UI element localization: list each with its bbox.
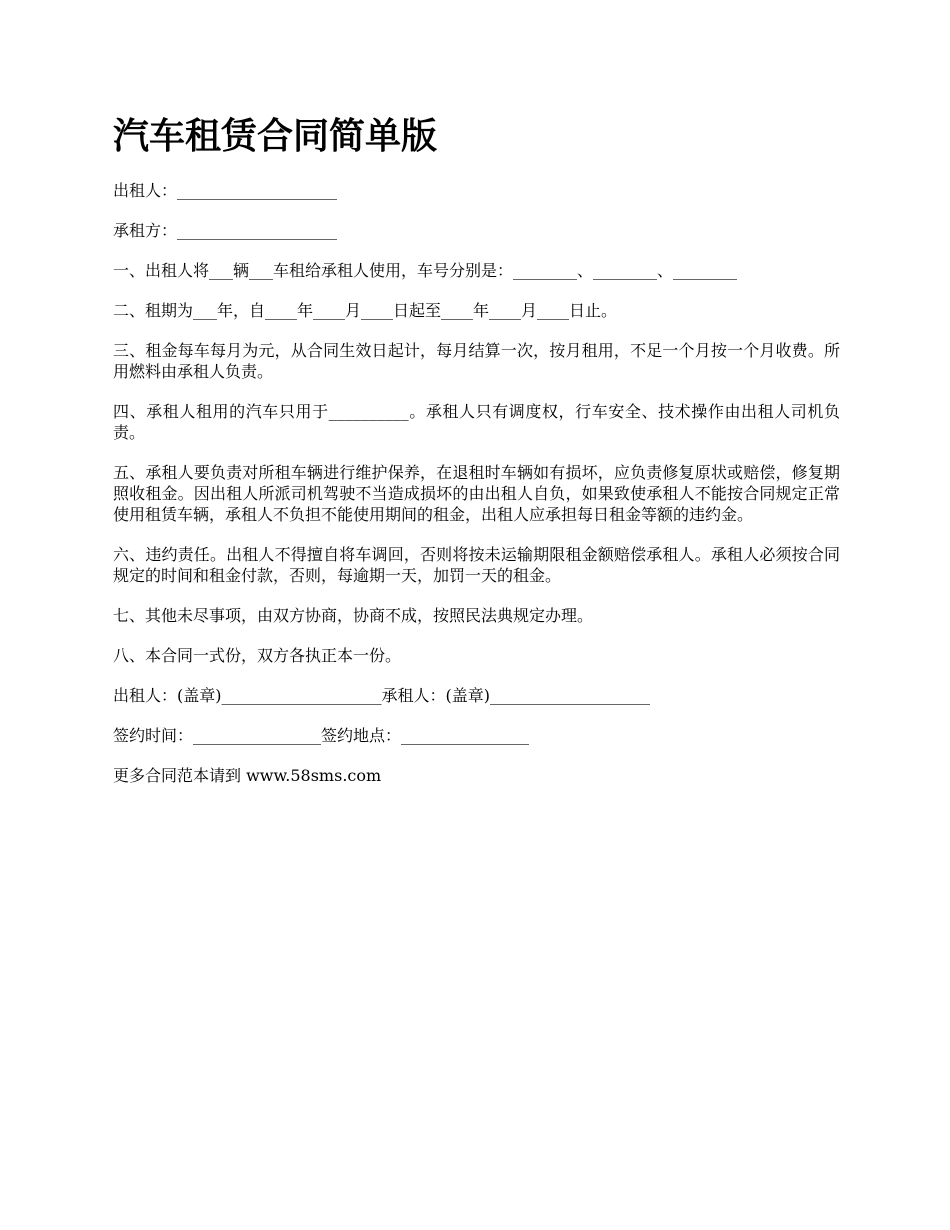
document-page (113, 112, 840, 805)
signature-line: 出租人：(盖章)____________________承租人：(盖章)____________________ (113, 686, 650, 705)
document-title: 汽车租赁合同简单版 (113, 115, 438, 157)
clause-8: 八、本合同一式份，双方各执正本一份。 (113, 646, 402, 665)
clause-2: 二、租期为___年，自____年____月____日起至____年____月____日止。 (113, 301, 618, 320)
clause-6: 六、违约责任。出租人不得擅自将车调回，否则将按未运输期限租金额赔偿承租人。承租人必须按合同规定的时间和租金付款，否则，每逾期一天，加罚一天的租金。 (113, 545, 840, 585)
lessor-line: 出租人：____________________ (113, 181, 338, 200)
lessee-line: 承租方：____________________ (113, 221, 338, 240)
clause-5: 五、承租人要负责对所租车辆进行维护保养，在退租时车辆如有损坏，应负责修复原状或赔偿，修复期照收租金。因出租人所派司机驾驶不当造成损坏的由出租人自负，如果致使承租人不能按合同规定正常使用租赁车辆，承租人不负担不能使用期间的租金，出租人应承担每日租金等额的违约金。 (113, 463, 840, 524)
clause-4: 四、承租人租用的汽车只用于__________。承租人只有调度权，行车安全、技术操作由出租人司机负责。 (113, 402, 840, 442)
signing-info-line: 签约时间：________________签约地点：________________ (113, 726, 530, 745)
clause-3: 三、租金每车每月为元，从合同生效日起计，每月结算一次，按月租用，不足一个月按一个月收费。所用燃料由承租人负责。 (113, 341, 840, 381)
footer-note: 更多合同范本请到 www.58sms.com (113, 766, 382, 785)
clause-1: 一、出租人将___辆___车租给承租人使用，车号分别是：________、________、________ (113, 261, 738, 280)
clause-7: 七、其他未尽事项，由双方协商，协商不成，按照民法典规定办理。 (113, 606, 594, 625)
